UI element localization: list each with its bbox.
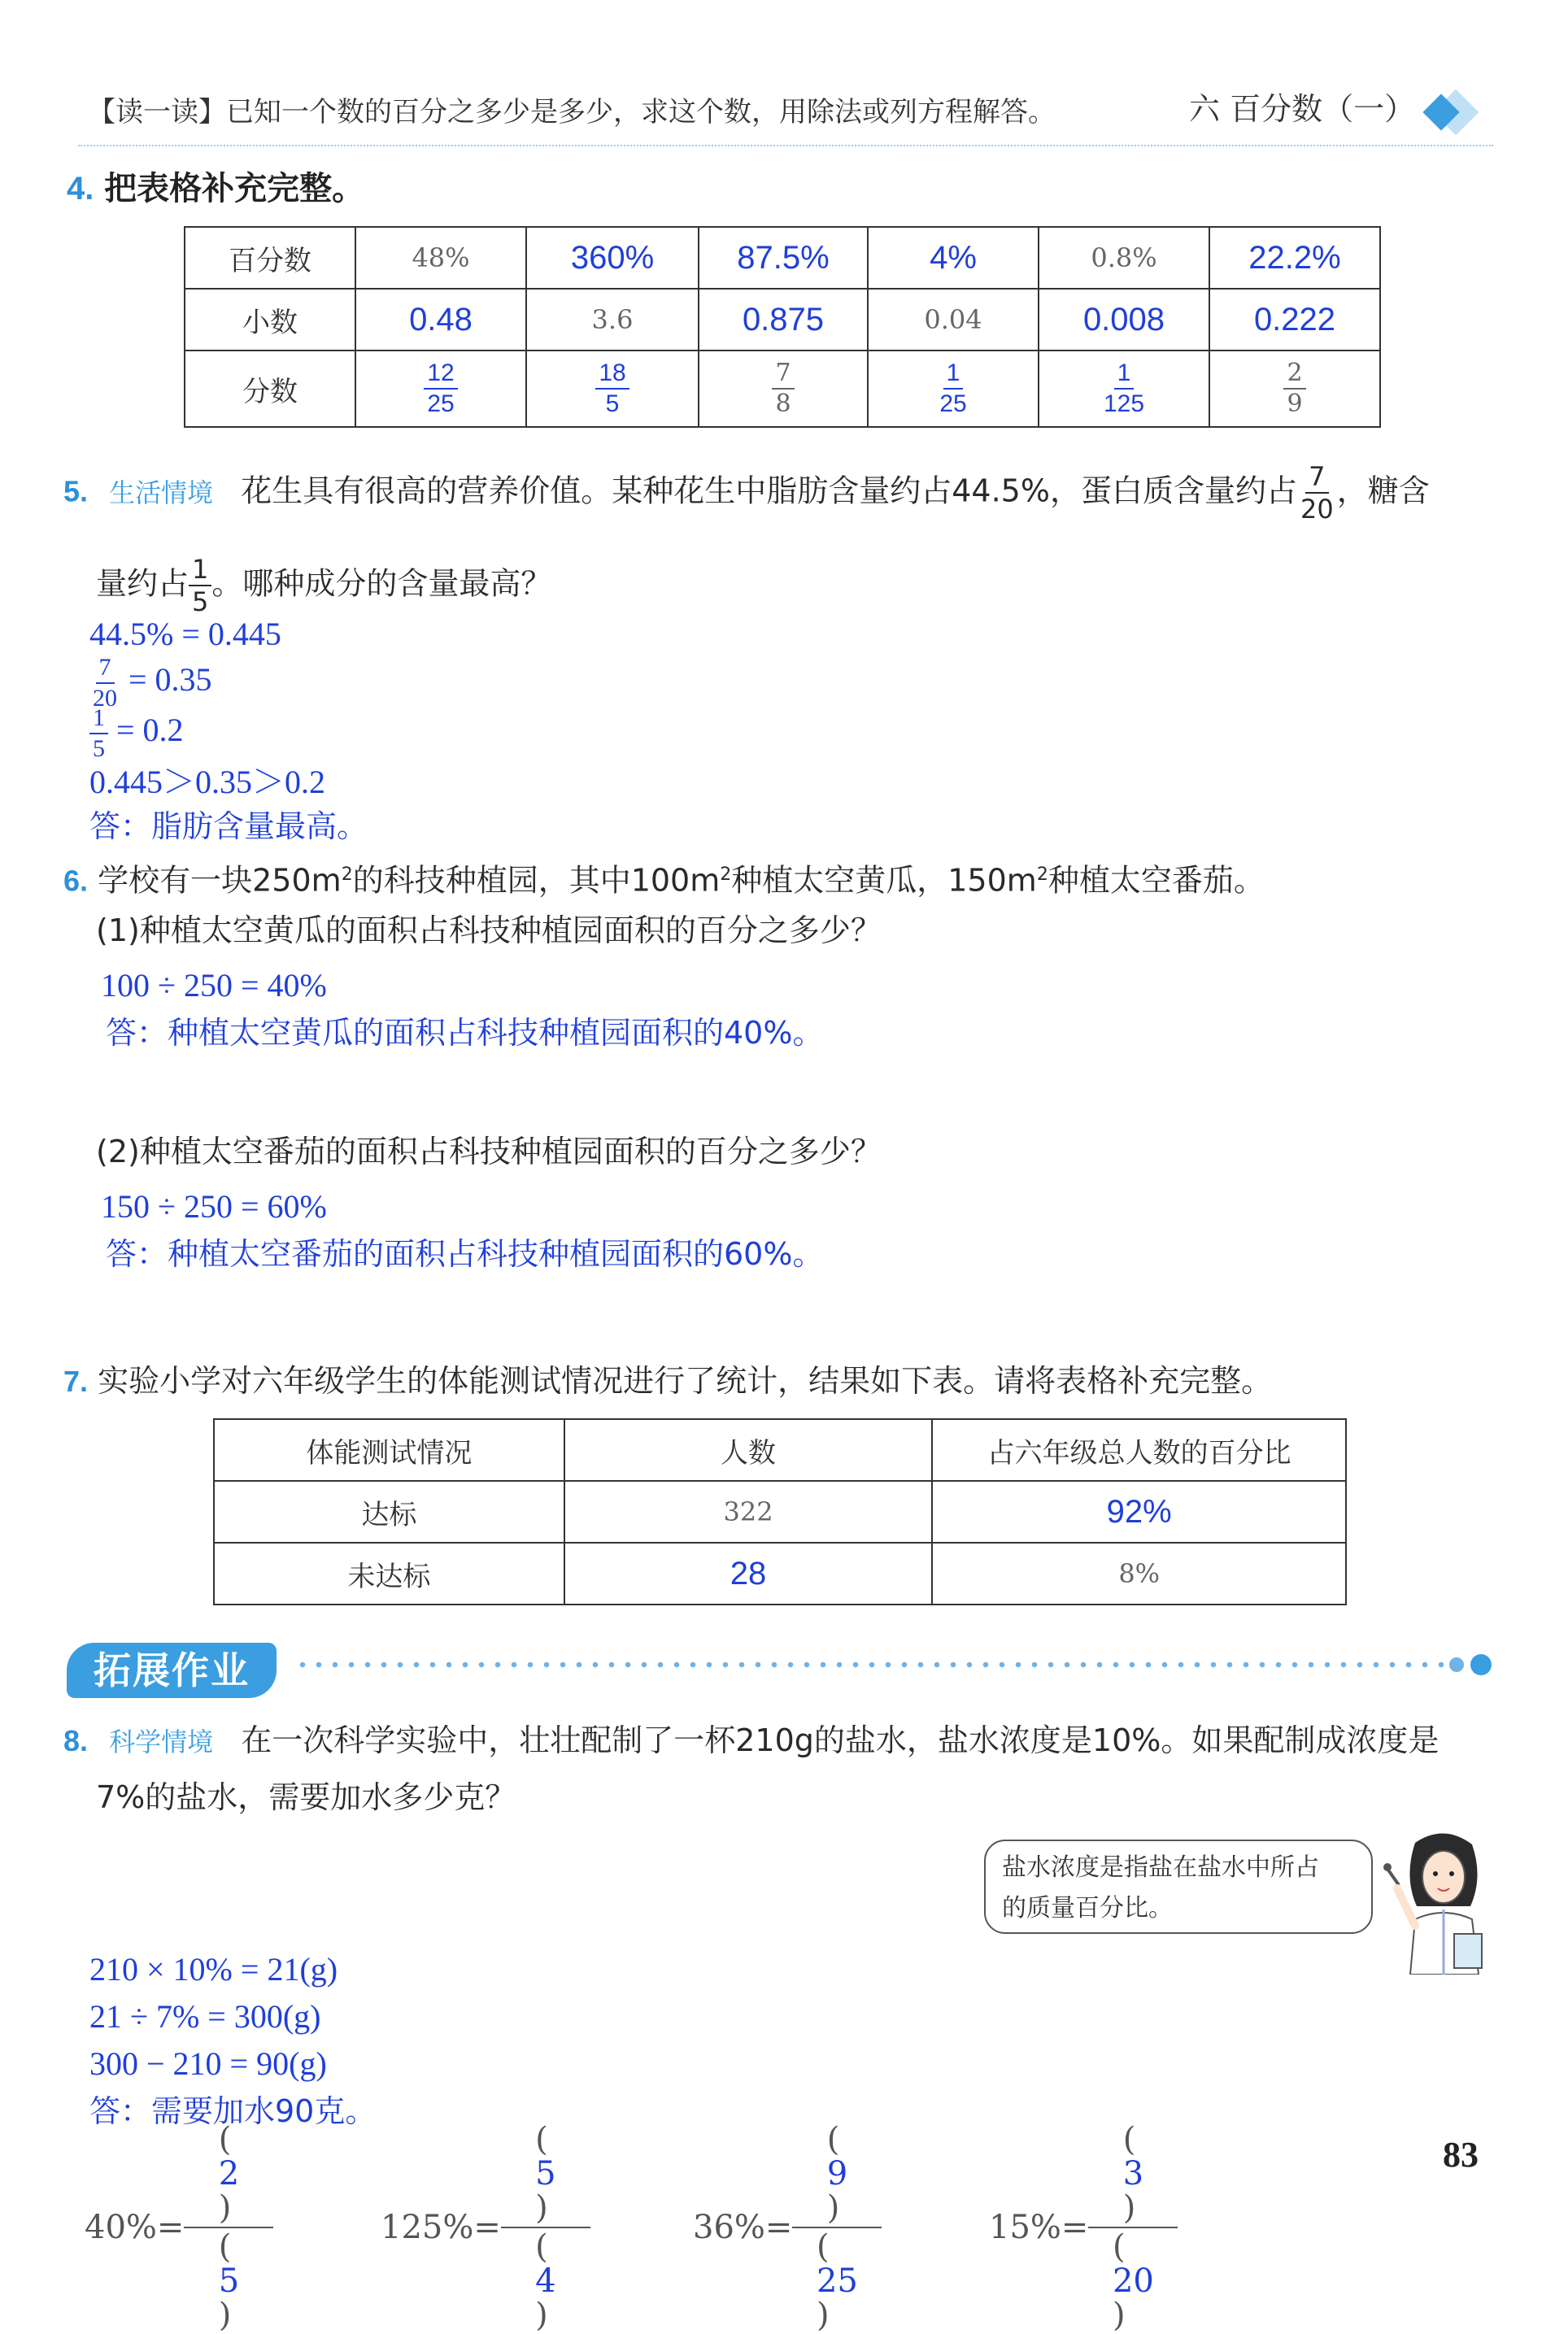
row-label-fraction: 分数 bbox=[185, 351, 355, 427]
q6-sub1: (1)种植太空黄瓜的面积占科技种植园面积的百分之多少？ bbox=[96, 912, 882, 948]
q4-number: 4. bbox=[67, 171, 94, 207]
q6-prompt: 6. 学校有一块$250m^2$的科技种植园，其中$100m^2$种植太空黄瓜，$150m^2$种植太空番茄。 bbox=[63, 862, 1265, 899]
cell-percent-2: 360% bbox=[526, 227, 699, 289]
q7-row-pass-label: 达标 bbox=[214, 1481, 564, 1543]
q7-row-fail-count: 28 bbox=[564, 1543, 933, 1605]
q8-answer-1: 210 × 10% = 21(g) bbox=[89, 1951, 338, 1988]
q7-row-pass-percent: 92% bbox=[932, 1481, 1346, 1543]
cell-decimal-5: 0.008 bbox=[1039, 289, 1209, 351]
row-label-decimal: 小数 bbox=[185, 289, 355, 351]
q6-sub2-calc: 150 ÷ 250 = 60% bbox=[101, 1188, 327, 1225]
q5-text-1: 花生具有很高的营养价值。某种花生中脂肪含量约占44.5%，蛋白质含量约占 bbox=[241, 472, 1297, 509]
cell-percent-1: 48% bbox=[355, 227, 526, 289]
q8-answer-3: 300 − 210 = 90(g) bbox=[89, 2045, 327, 2082]
q5-text-2: 量约占 bbox=[96, 565, 189, 602]
page-number: 83 bbox=[1443, 2135, 1479, 2175]
hint-line-1: 盐水浓度是指盐在盐水中所占 bbox=[1002, 1853, 1319, 1882]
q5-context-tag: 生活情境 bbox=[109, 477, 214, 508]
q5-answer-2: $\frac{7}{20}$ = 0.35 bbox=[93, 654, 212, 712]
q8-number: 8. bbox=[63, 1724, 89, 1757]
q5-answer-1: 44.5% = 0.445 bbox=[89, 616, 281, 652]
cell-decimal-4: 0.04 bbox=[868, 289, 1039, 351]
q7-prompt bbox=[63, 1360, 1272, 1403]
cell-fraction-3: $\frac{7}{8}$ bbox=[699, 351, 868, 427]
chapter-title: 六 百分数（一） bbox=[1189, 91, 1416, 127]
banner-dot-1 bbox=[1449, 1657, 1464, 1672]
q5-text-1-end: ，糖含 bbox=[1336, 472, 1430, 509]
q5-answer-4: 0.445＞0.35＞0.2 bbox=[89, 764, 325, 800]
cell-fraction-5: $\frac{1}{125}$ bbox=[1039, 351, 1209, 427]
teacher-illustration-icon bbox=[1383, 1828, 1505, 1975]
cell-decimal-3: 0.875 bbox=[699, 289, 868, 351]
q7-text: 实验小学对六年级学生的体能测试情况进行了统计，结果如下表。请将表格补充完整。 bbox=[98, 1363, 1273, 1399]
cell-fraction-4: $\frac{1}{25}$ bbox=[868, 351, 1039, 427]
q4-text: 把表格补充完整。 bbox=[104, 170, 365, 207]
q8-text-1: 在一次科学实验中，壮壮配制了一杯210g的盐水，盐水浓度是10%。如果配制成浓度是 bbox=[241, 1722, 1440, 1758]
cell-percent-3: 87.5% bbox=[699, 227, 868, 289]
q7-header-status: 体能测试情况 bbox=[214, 1419, 564, 1481]
cell-fraction-1: $\frac{12}{25}$ bbox=[355, 351, 526, 427]
footer-fill-3: 36%= ( 9 ) ( 25 ) bbox=[693, 2123, 882, 2332]
footer-fill-4: 15%= ( 3 ) ( 20 ) bbox=[989, 2123, 1178, 2332]
q8-prompt-line2: 7%的盐水，需要加水多少克？ bbox=[96, 1779, 516, 1815]
q5-number: 5. bbox=[63, 474, 89, 508]
q7-row-fail-label: 未达标 bbox=[214, 1543, 564, 1605]
q7-header-percent: 占六年级总人数的百分比 bbox=[932, 1419, 1346, 1481]
q8-prompt-line1 bbox=[63, 1719, 1439, 1763]
q7-table bbox=[213, 1418, 1347, 1605]
hint-speech-bubble bbox=[984, 1840, 1373, 1934]
q6-sub2-answer: 答：种植太空番茄的面积占科技种植园面积的60%。 bbox=[106, 1236, 824, 1272]
q5-fraction-protein: $\frac{7}{20}$ bbox=[1300, 461, 1334, 525]
reading-tip: 【读一读】已知一个数的百分之多少是多少，求这个数，用除法或列方程解答。 bbox=[88, 96, 1056, 128]
q8-answer-2: 21 ÷ 7% = 300(g) bbox=[89, 1998, 321, 2035]
cell-decimal-2: 3.6 bbox=[526, 289, 699, 351]
q7-number: 7. bbox=[63, 1365, 89, 1398]
cell-percent-6: 22.2% bbox=[1209, 227, 1380, 289]
q5-prompt-line1 bbox=[63, 461, 1430, 525]
q7-row-pass-count: 322 bbox=[564, 1481, 933, 1543]
q5-text-2-end: 。哪种成分的含量最高？ bbox=[211, 565, 552, 602]
q4-table bbox=[184, 226, 1381, 428]
cell-decimal-1: 0.48 bbox=[355, 289, 526, 351]
header-divider bbox=[78, 145, 1493, 146]
q5-answer-3: $\frac{1}{5}$ = 0.2 bbox=[89, 706, 184, 761]
cell-fraction-6: $\frac{2}{9}$ bbox=[1209, 351, 1380, 427]
cell-percent-4: 4% bbox=[868, 227, 1039, 289]
q6-sub1-answer: 答：种植太空黄瓜的面积占科技种植园面积的40%。 bbox=[106, 1015, 824, 1051]
banner-dot-2 bbox=[1470, 1654, 1492, 1675]
q5-fraction-sugar: $\frac{1}{5}$ bbox=[189, 556, 211, 615]
cell-percent-5: 0.8% bbox=[1039, 227, 1209, 289]
q8-answer-4: 答：需要加水90克。 bbox=[89, 2093, 377, 2129]
q7-header-count: 人数 bbox=[564, 1419, 933, 1481]
q5-prompt-line2 bbox=[96, 556, 551, 615]
extended-homework-banner: 拓展作业 bbox=[67, 1643, 277, 1698]
q5-answer-5: 答：脂肪含量最高。 bbox=[89, 808, 368, 844]
q6-number: 6. bbox=[63, 864, 89, 898]
cell-decimal-6: 0.222 bbox=[1209, 289, 1380, 351]
q7-row-fail-percent: 8% bbox=[932, 1543, 1346, 1605]
footer-fill-1: 40%= ( 2 ) ( 5 ) bbox=[85, 2123, 273, 2332]
q4-title bbox=[67, 168, 364, 210]
footer-fill-2: 125%= ( 5 ) ( 4 ) bbox=[381, 2123, 590, 2332]
banner-dotted-line bbox=[294, 1661, 1449, 1669]
q8-context-tag: 科学情境 bbox=[109, 1727, 214, 1757]
cell-fraction-2: $\frac{18}{5}$ bbox=[526, 351, 699, 427]
hint-line-2: 的质量百分比。 bbox=[1002, 1894, 1173, 1923]
row-label-percent: 百分数 bbox=[185, 227, 355, 289]
q6-sub2: (2)种植太空番茄的面积占科技种植园面积的百分之多少？ bbox=[96, 1134, 882, 1169]
q6-sub1-calc: 100 ÷ 250 = 40% bbox=[101, 967, 327, 1004]
